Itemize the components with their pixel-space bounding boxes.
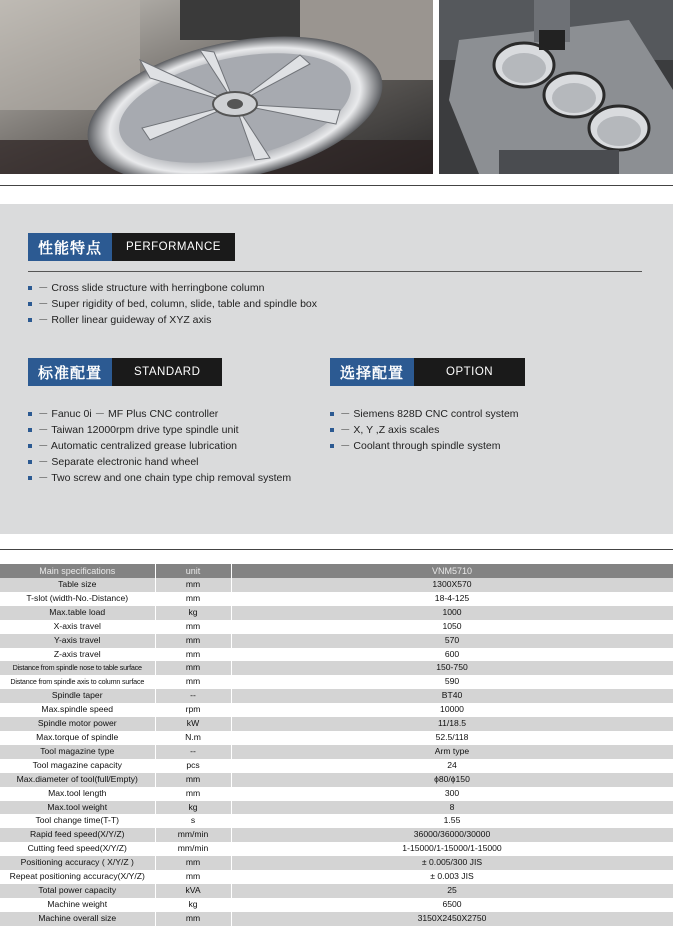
- spec-name-cell: Distance from spindle axis to column surface: [0, 675, 155, 689]
- spec-value-cell: 24: [231, 759, 673, 773]
- list-item: － Automatic centralized grease lubrication: [28, 438, 291, 454]
- spec-value-cell: 570: [231, 634, 673, 648]
- spec-unit-cell: mm: [155, 773, 231, 787]
- spec-value-cell: 25: [231, 884, 673, 898]
- spec-value-cell: 18-4-125: [231, 592, 673, 606]
- bullet-square-icon: [28, 460, 32, 464]
- spec-unit-cell: s: [155, 814, 231, 828]
- bullet-square-icon: [28, 318, 32, 322]
- spec-unit-cell: mm: [155, 675, 231, 689]
- performance-title-en: PERFORMANCE: [112, 233, 235, 261]
- table-row: [0, 620, 673, 634]
- table-row: [0, 828, 673, 842]
- spec-name-cell: Cutting feed speed(X/Y/Z): [0, 842, 155, 856]
- spec-unit-cell: mm: [155, 912, 231, 926]
- list-item: － Separate electronic hand wheel: [28, 454, 291, 470]
- table-row: [0, 606, 673, 620]
- spec-name-cell: T-slot (width-No.-Distance): [0, 592, 155, 606]
- spec-value-cell: 8: [231, 801, 673, 815]
- photo-engine-block: [439, 0, 673, 174]
- spec-name-cell: Repeat positioning accuracy(X/Y/Z): [0, 870, 155, 884]
- spec-value-cell: 150-750: [231, 661, 673, 675]
- table-row: [0, 648, 673, 662]
- spec-name-cell: Y-axis travel: [0, 634, 155, 648]
- spec-name-cell: Table size: [0, 578, 155, 592]
- table-row: [0, 856, 673, 870]
- spec-unit-cell: kg: [155, 898, 231, 912]
- spec-name-cell: Tool magazine capacity: [0, 759, 155, 773]
- spec-value-cell: 1.55: [231, 814, 673, 828]
- spec-value-cell: Arm type: [231, 745, 673, 759]
- table-top-divider: [0, 549, 673, 550]
- top-divider: [0, 185, 673, 186]
- performance-title-cn: 性能特点: [28, 233, 112, 261]
- header-unit: unit: [155, 564, 231, 578]
- option-badge: [330, 358, 525, 386]
- header-spec: Main specifications: [0, 564, 155, 578]
- bullet-square-icon: [330, 428, 334, 432]
- table-row: [0, 634, 673, 648]
- table-header-row: [0, 564, 673, 578]
- table-row: [0, 801, 673, 815]
- spec-value-cell: 300: [231, 787, 673, 801]
- table-row: [0, 745, 673, 759]
- spec-unit-cell: mm: [155, 870, 231, 884]
- spec-unit-cell: mm: [155, 856, 231, 870]
- table-row: [0, 773, 673, 787]
- spec-name-cell: Spindle taper: [0, 689, 155, 703]
- spec-name-cell: X-axis travel: [0, 620, 155, 634]
- standard-list: [28, 406, 291, 486]
- spec-unit-cell: mm: [155, 787, 231, 801]
- spec-unit-cell: kW: [155, 717, 231, 731]
- spec-name-cell: Max.table load: [0, 606, 155, 620]
- spec-unit-cell: N.m: [155, 731, 231, 745]
- standard-title-en: STANDARD: [112, 358, 222, 386]
- table-row: [0, 787, 673, 801]
- performance-list: [28, 280, 317, 328]
- performance-badge: [28, 233, 235, 261]
- spec-value-cell: ± 0.005/300 JIS: [231, 856, 673, 870]
- option-title-cn: 选择配置: [330, 358, 414, 386]
- list-item: － Taiwan 12000rpm drive type spindle unit: [28, 422, 291, 438]
- spec-value-cell: ± 0.003 JIS: [231, 870, 673, 884]
- bullet-square-icon: [28, 302, 32, 306]
- spec-unit-cell: mm: [155, 592, 231, 606]
- spec-value-cell: 3150X2450X2750: [231, 912, 673, 926]
- spec-name-cell: Total power capacity: [0, 884, 155, 898]
- bullet-square-icon: [28, 444, 32, 448]
- standard-badge: [28, 358, 222, 386]
- spec-name-cell: Machine weight: [0, 898, 155, 912]
- spec-value-cell: 1000: [231, 606, 673, 620]
- spec-name-cell: Max.spindle speed: [0, 703, 155, 717]
- spec-unit-cell: mm: [155, 661, 231, 675]
- bullet-square-icon: [28, 286, 32, 290]
- standard-title-cn: 标准配置: [28, 358, 112, 386]
- spec-name-cell: Distance from spindle nose to table surface: [0, 661, 155, 675]
- bullet-square-icon: [28, 412, 32, 416]
- bullet-square-icon: [28, 428, 32, 432]
- spec-unit-cell: mm: [155, 634, 231, 648]
- spec-value-cell: BT40: [231, 689, 673, 703]
- spec-table-body: [0, 578, 673, 926]
- spec-name-cell: Positioning accuracy ( X/Y/Z ): [0, 856, 155, 870]
- table-row: [0, 731, 673, 745]
- spec-value-cell: 1-15000/1-15000/1-15000: [231, 842, 673, 856]
- bullet-square-icon: [330, 412, 334, 416]
- table-row: [0, 689, 673, 703]
- spec-unit-cell: kVA: [155, 884, 231, 898]
- table-row: [0, 578, 673, 592]
- spec-value-cell: 52.5/118: [231, 731, 673, 745]
- list-item: － X, Y ,Z axis scales: [330, 422, 519, 438]
- table-row: [0, 675, 673, 689]
- spec-name-cell: Tool change time(T-T): [0, 814, 155, 828]
- table-row: [0, 898, 673, 912]
- spec-value-cell: 6500: [231, 898, 673, 912]
- spec-unit-cell: rpm: [155, 703, 231, 717]
- spec-name-cell: Max.diameter of tool(full/Empty): [0, 773, 155, 787]
- bullet-square-icon: [330, 444, 334, 448]
- spec-name-cell: Max.tool weight: [0, 801, 155, 815]
- bullet-square-icon: [28, 476, 32, 480]
- header-model: VNM5710: [231, 564, 673, 578]
- table-row: [0, 884, 673, 898]
- list-item: － Cross slide structure with herringbone column: [28, 280, 317, 296]
- option-title-en: OPTION: [414, 358, 525, 386]
- spec-name-cell: Machine overall size: [0, 912, 155, 926]
- spec-value-cell: 36000/36000/30000: [231, 828, 673, 842]
- table-row: [0, 717, 673, 731]
- spec-unit-cell: --: [155, 689, 231, 703]
- spec-unit-cell: mm: [155, 620, 231, 634]
- table-row: [0, 759, 673, 773]
- spec-value-cell: 10000: [231, 703, 673, 717]
- spec-unit-cell: kg: [155, 801, 231, 815]
- spec-name-cell: Z-axis travel: [0, 648, 155, 662]
- spec-value-cell: 1050: [231, 620, 673, 634]
- spec-name-cell: Max.torque of spindle: [0, 731, 155, 745]
- table-row: [0, 814, 673, 828]
- spec-value-cell: 1300X570: [231, 578, 673, 592]
- list-item: － Coolant through spindle system: [330, 438, 519, 454]
- option-list: [330, 406, 519, 454]
- spec-value-cell: 600: [231, 648, 673, 662]
- table-row: [0, 661, 673, 675]
- spec-value-cell: 11/18.5: [231, 717, 673, 731]
- spec-name-cell: Max.tool length: [0, 787, 155, 801]
- table-row: [0, 912, 673, 926]
- table-row: [0, 870, 673, 884]
- spec-unit-cell: mm: [155, 648, 231, 662]
- list-item: － Fanuc 0i － MF Plus CNC controller: [28, 406, 291, 422]
- list-item: － Super rigidity of bed, column, slide, table and spindle box: [28, 296, 317, 312]
- table-row: [0, 592, 673, 606]
- spec-name-cell: Tool magazine type: [0, 745, 155, 759]
- spec-name-cell: Rapid feed speed(X/Y/Z): [0, 828, 155, 842]
- photo-machined-wheel: [0, 0, 433, 174]
- list-item: － Two screw and one chain type chip removal system: [28, 470, 291, 486]
- spec-value-cell: 590: [231, 675, 673, 689]
- spec-unit-cell: mm: [155, 578, 231, 592]
- spec-name-cell: Spindle motor power: [0, 717, 155, 731]
- spec-value-cell: ɸ80/ɸ150: [231, 773, 673, 787]
- spec-unit-cell: pcs: [155, 759, 231, 773]
- spec-unit-cell: --: [155, 745, 231, 759]
- list-item: － Roller linear guideway of XYZ axis: [28, 312, 317, 328]
- table-row: [0, 703, 673, 717]
- spec-unit-cell: mm/min: [155, 842, 231, 856]
- spec-table: [0, 564, 673, 926]
- spec-unit-cell: mm/min: [155, 828, 231, 842]
- features-panel: [0, 204, 673, 534]
- list-item: － Siemens 828D CNC control system: [330, 406, 519, 422]
- performance-divider: [28, 271, 642, 272]
- spec-unit-cell: kg: [155, 606, 231, 620]
- table-row: [0, 842, 673, 856]
